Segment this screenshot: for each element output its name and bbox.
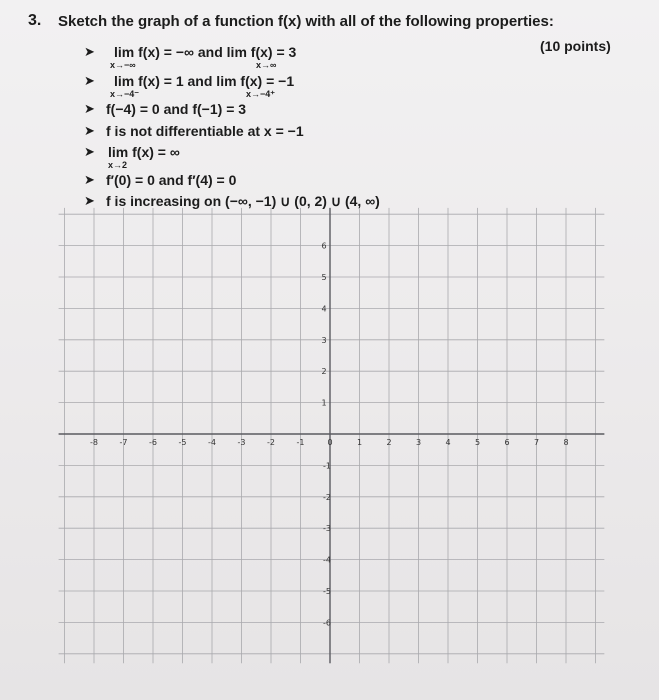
x-tick-label: 3 [415, 438, 422, 447]
y-tick-label: 3 [321, 335, 327, 345]
question-points: (10 points) [540, 38, 611, 54]
x-tick-label: -5 [178, 438, 187, 447]
property-7: f is increasing on (−∞, −1) ∪ (0, 2) ∪ (4, ∞) [106, 193, 380, 209]
bullet-icon: ➤ [84, 193, 95, 208]
y-tick-label: -1 [323, 461, 331, 471]
x-tick-label: -7 [119, 438, 128, 447]
bullet-icon: ➤ [84, 172, 95, 187]
y-tick-label: 2 [321, 367, 327, 377]
y-tick-label: -4 [323, 555, 331, 565]
limit-subscript: x→∞ [256, 60, 277, 70]
property-4: f is not differentiable at x = −1 [106, 123, 304, 139]
x-tick-label: 4 [445, 438, 451, 447]
x-tick-label: 8 [563, 438, 569, 447]
grid-lines [59, 208, 605, 663]
x-tick-label: 2 [386, 438, 392, 447]
x-tick-label: -8 [90, 438, 98, 447]
x-axis-tick-labels [90, 438, 569, 447]
question-number: 3. [28, 12, 42, 29]
y-tick-label: -6 [323, 618, 331, 628]
y-tick-label: 1 [321, 398, 327, 408]
x-tick-label: -1 [296, 438, 305, 447]
bullet-icon: ➤ [84, 144, 95, 159]
limit-subscript: x→−∞ [110, 60, 136, 70]
question-text: Sketch the graph of a function f(x) with all of the following properties: [58, 13, 554, 30]
x-tick-label: 0 [327, 438, 333, 447]
limit-subscript: x→2 [108, 160, 128, 170]
x-tick-label: 1 [356, 438, 363, 447]
x-tick-label: -3 [237, 438, 246, 447]
y-tick-label: 6 [321, 241, 327, 251]
bullet-icon: ➤ [84, 73, 95, 88]
limit-subscript: x→−4⁻ [110, 89, 140, 99]
y-tick-label: 5 [321, 273, 327, 282]
property-2: lim f(x) = 1 and lim f(x) = −1 [114, 73, 295, 89]
x-tick-label: -2 [267, 438, 275, 447]
property-1: lim f(x) = −∞ and lim f(x) = 3 [114, 44, 297, 60]
y-tick-label: -2 [323, 492, 331, 502]
property-3: f(−4) = 0 and f(−1) = 3 [106, 101, 247, 117]
bullet-icon: ➤ [84, 123, 95, 138]
property-6: f′(0) = 0 and f′(4) = 0 [106, 172, 237, 188]
x-tick-label: 6 [504, 438, 510, 447]
x-tick-label: 5 [474, 438, 481, 447]
axes [59, 208, 605, 663]
bullet-icon: ➤ [84, 44, 95, 59]
x-tick-label: -6 [149, 438, 157, 447]
limit-subscript: x→−4⁺ [246, 89, 276, 99]
y-tick-label: -3 [323, 524, 331, 534]
bullet-icon: ➤ [84, 101, 95, 116]
x-tick-label: -4 [208, 438, 216, 447]
y-tick-label: 4 [321, 304, 327, 314]
y-tick-label: -5 [323, 587, 331, 596]
x-tick-label: 7 [533, 438, 540, 447]
property-5: lim f(x) = ∞ [108, 144, 180, 160]
